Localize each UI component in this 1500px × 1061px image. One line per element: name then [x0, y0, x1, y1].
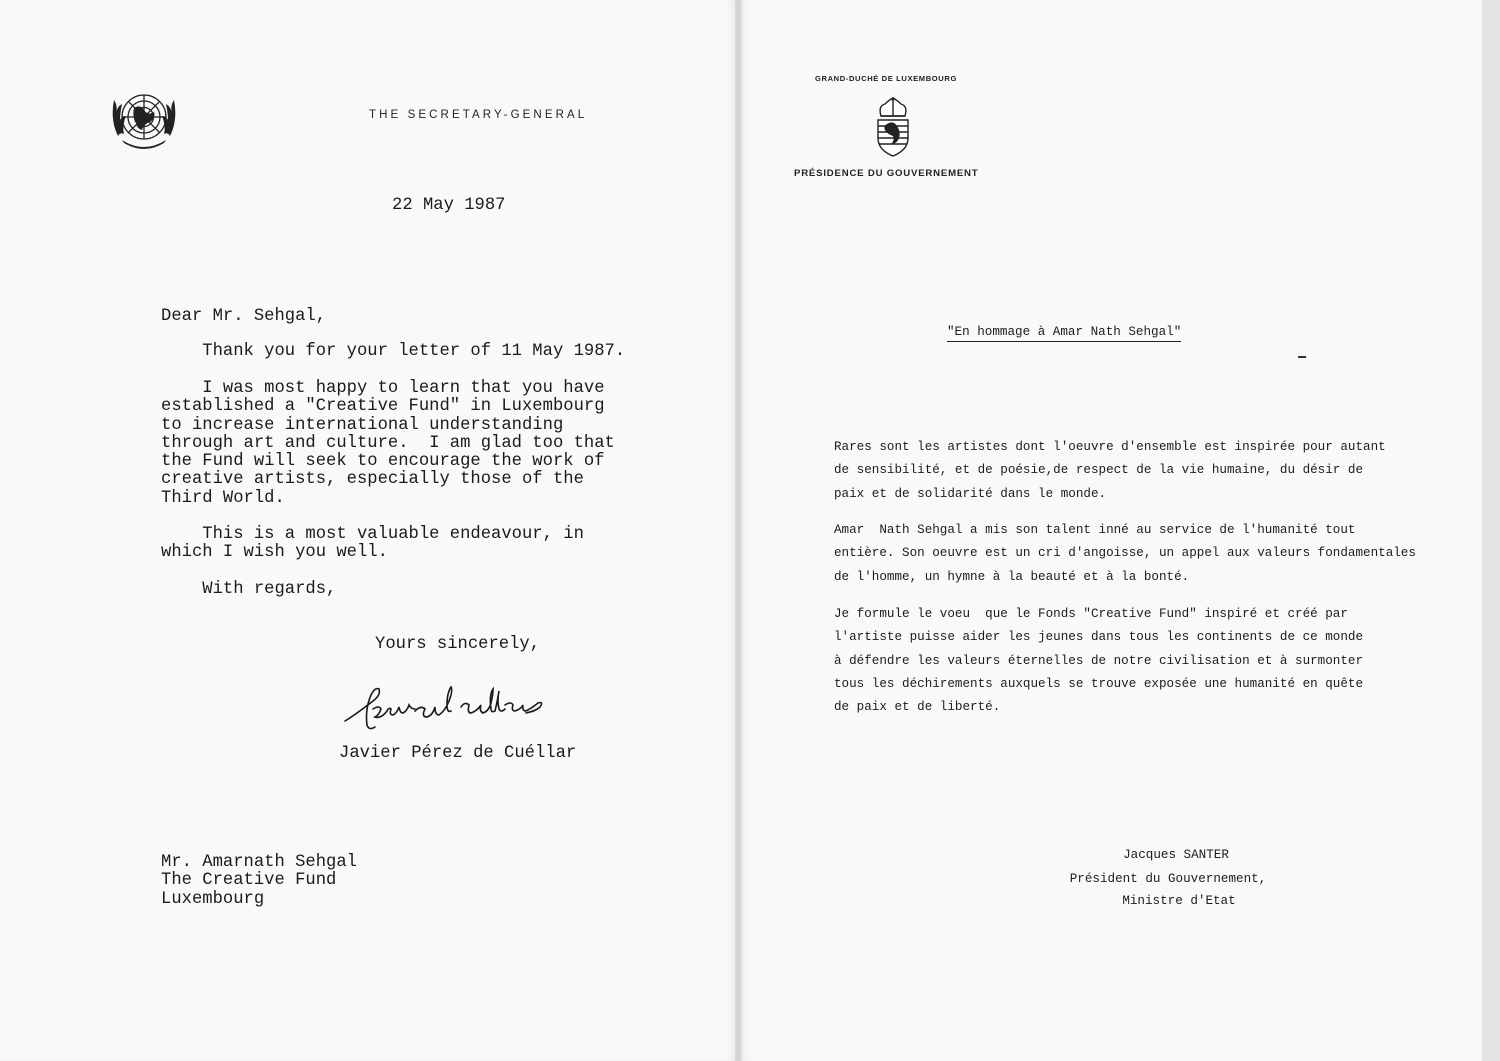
text-line: Thank you for your letter of 11 May 1987. — [161, 342, 626, 361]
text-line: which I wish you well. — [161, 543, 388, 563]
signatory-name: Javier Pérez de Cuéllar — [339, 744, 577, 763]
recipient-address — [161, 854, 661, 909]
paragraph-creative-fund — [161, 380, 661, 508]
text-line: de sensibilité, et de poésie,de respect de la vie humaine, du désir de — [834, 463, 1364, 478]
text-line: à défendre les valeurs éternelles de notre civilisation et à surmonter — [834, 653, 1364, 668]
text-line: Je formule le voeu que le Fonds "Creative Fund" inspiré et créé par — [834, 607, 1348, 621]
address-line: Luxembourg — [161, 889, 265, 909]
text-line: Rares sont les artistes dont l'oeuvre d'ensemble est inspirée pour autant — [834, 440, 1386, 454]
text-line: paix et de solidarité dans le monde. — [834, 486, 1107, 501]
text-line: creative artists, especially those of the — [161, 470, 584, 490]
letter-title: "En hommage à Amar Nath Sehgal" — [947, 325, 1181, 342]
text-line: This is a most valuable endeavour, in — [161, 525, 584, 544]
paragraph-thanks — [161, 343, 661, 361]
text-line: de l'homme, un hymne à la beauté et à la bonté. — [834, 569, 1190, 584]
salutation: Dear Mr. Sehgal, — [161, 307, 327, 326]
signatory-role: Ministre d'Etat — [1122, 894, 1236, 908]
text-line: through art and culture. I am glad too that — [161, 433, 615, 453]
signature-image — [343, 683, 613, 735]
letter-date: 22 May 1987 — [392, 196, 506, 215]
signatory-title: Président du Gouvernement, — [1069, 872, 1267, 886]
text-line: With regards, — [161, 580, 337, 599]
paragraph-endeavour — [161, 526, 661, 563]
letterhead-title: THE SECRETARY-GENERAL — [369, 109, 588, 121]
text-line: tous les déchirements auxquels se trouve exposée une humanité en quête — [834, 676, 1364, 691]
un-emblem-icon — [106, 84, 182, 156]
text-line: entière. Son oeuvre est un cri d'angoisse, un appel aux valeurs fondamentales — [834, 546, 1416, 561]
page-fold — [735, 0, 742, 1061]
letterhead-presidency: PRÉSIDENCE DU GOUVERNEMENT — [794, 168, 979, 179]
text-line: to increase international understanding — [161, 415, 564, 435]
signatory-name: Jacques SANTER — [1123, 848, 1229, 862]
text-line: Amar Nath Sehgal a mis son talent inné au service de l'humanité tout — [834, 523, 1356, 537]
background-edge — [1482, 0, 1500, 1061]
paragraph-talent — [834, 519, 1454, 589]
paragraph-regards — [161, 581, 661, 599]
text-line: the Fund will seek to encourage the work of — [161, 452, 605, 472]
text-line: l'artiste puisse aider les jeunes dans tous les continents de ce monde — [834, 630, 1364, 645]
text-line: established a "Creative Fund" in Luxembourg — [161, 397, 605, 417]
paragraph-wish — [834, 603, 1454, 719]
address-line: The Creative Fund — [161, 871, 337, 891]
letterhead-country: GRAND-DUCHÉ DE LUXEMBOURG — [815, 74, 957, 83]
closing: Yours sincerely, — [375, 635, 541, 654]
text-line: I was most happy to learn that you have — [161, 379, 605, 398]
ink-mark — [1298, 356, 1306, 358]
text-line: de paix et de liberté. — [834, 700, 1001, 715]
paragraph-artists — [834, 436, 1454, 506]
text-line: Third World. — [161, 488, 285, 508]
luxembourg-coat-of-arms-icon — [872, 96, 914, 158]
address-line: Mr. Amarnath Sehgal — [161, 853, 357, 872]
